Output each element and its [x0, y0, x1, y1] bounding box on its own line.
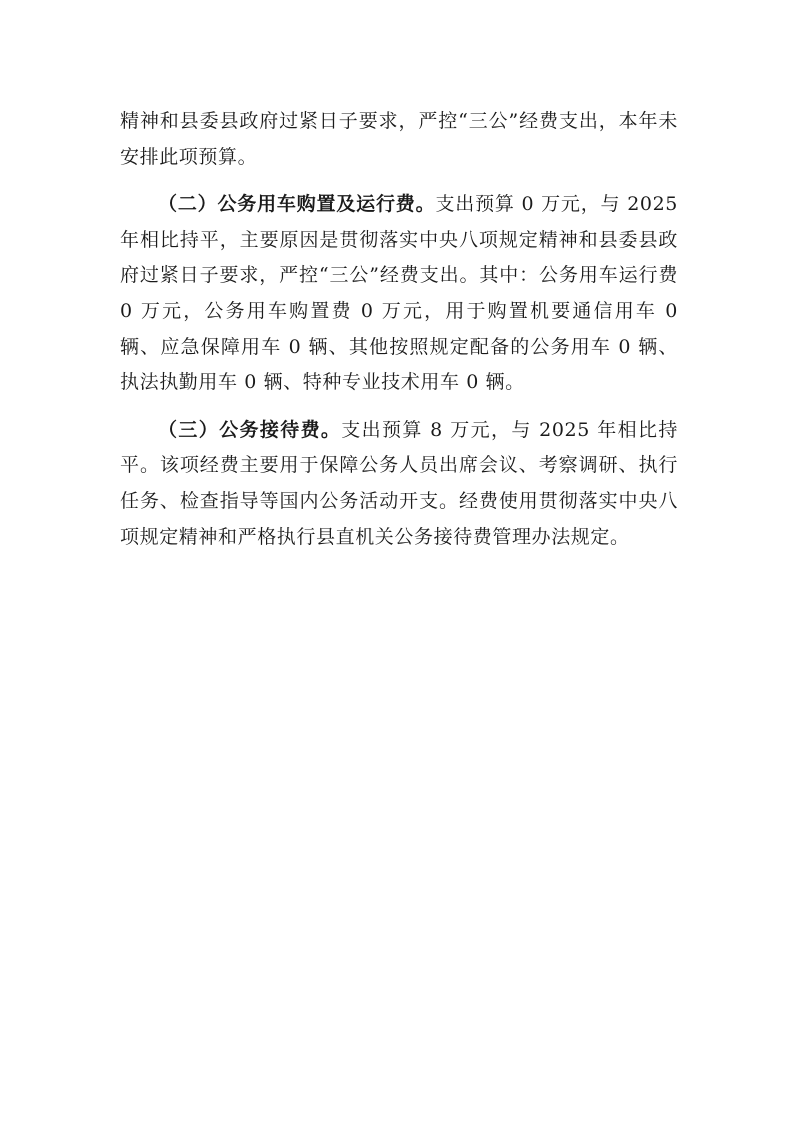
section-heading-reception: （三）公务接待费。 [158, 418, 342, 441]
paragraph-text: 支出预算 8 万元，与 2025 年相比持平。该项经费主要用于保障公务人员出席会议、考察调研、执行任务、检查指导等国内公务活动开支。经费使用贯彻落实中央八项规定精神和严格执行县直机关公务接待费管理办法规定。 [120, 418, 678, 548]
paragraph-text: 精神和县委县政府过紧日子要求，严控“三公”经费支出，本年未安排此项预算。 [120, 110, 678, 168]
paragraph-vehicle-expense [120, 187, 678, 401]
document-page [120, 104, 678, 555]
section-heading-vehicle: （二）公务用车购置及运行费。 [158, 193, 436, 216]
paragraph-continuation [120, 104, 678, 175]
paragraph-text: 支出预算 0 万元，与 2025 年相比持平，主要原因是贯彻落实中央八项规定精神和县委县政府过紧日子要求，严控“三公”经费支出。其中：公务用车运行费 0 万元，公务用车购置费 0 万元，用于购置机要通信用车 0 辆、应急保障用车 0 辆、其他按照规定配备的公务用车 0 辆、执法执勤用车 0 辆、特种专业技术用车 0 辆。 [120, 193, 678, 394]
paragraph-reception-expense [120, 413, 678, 555]
